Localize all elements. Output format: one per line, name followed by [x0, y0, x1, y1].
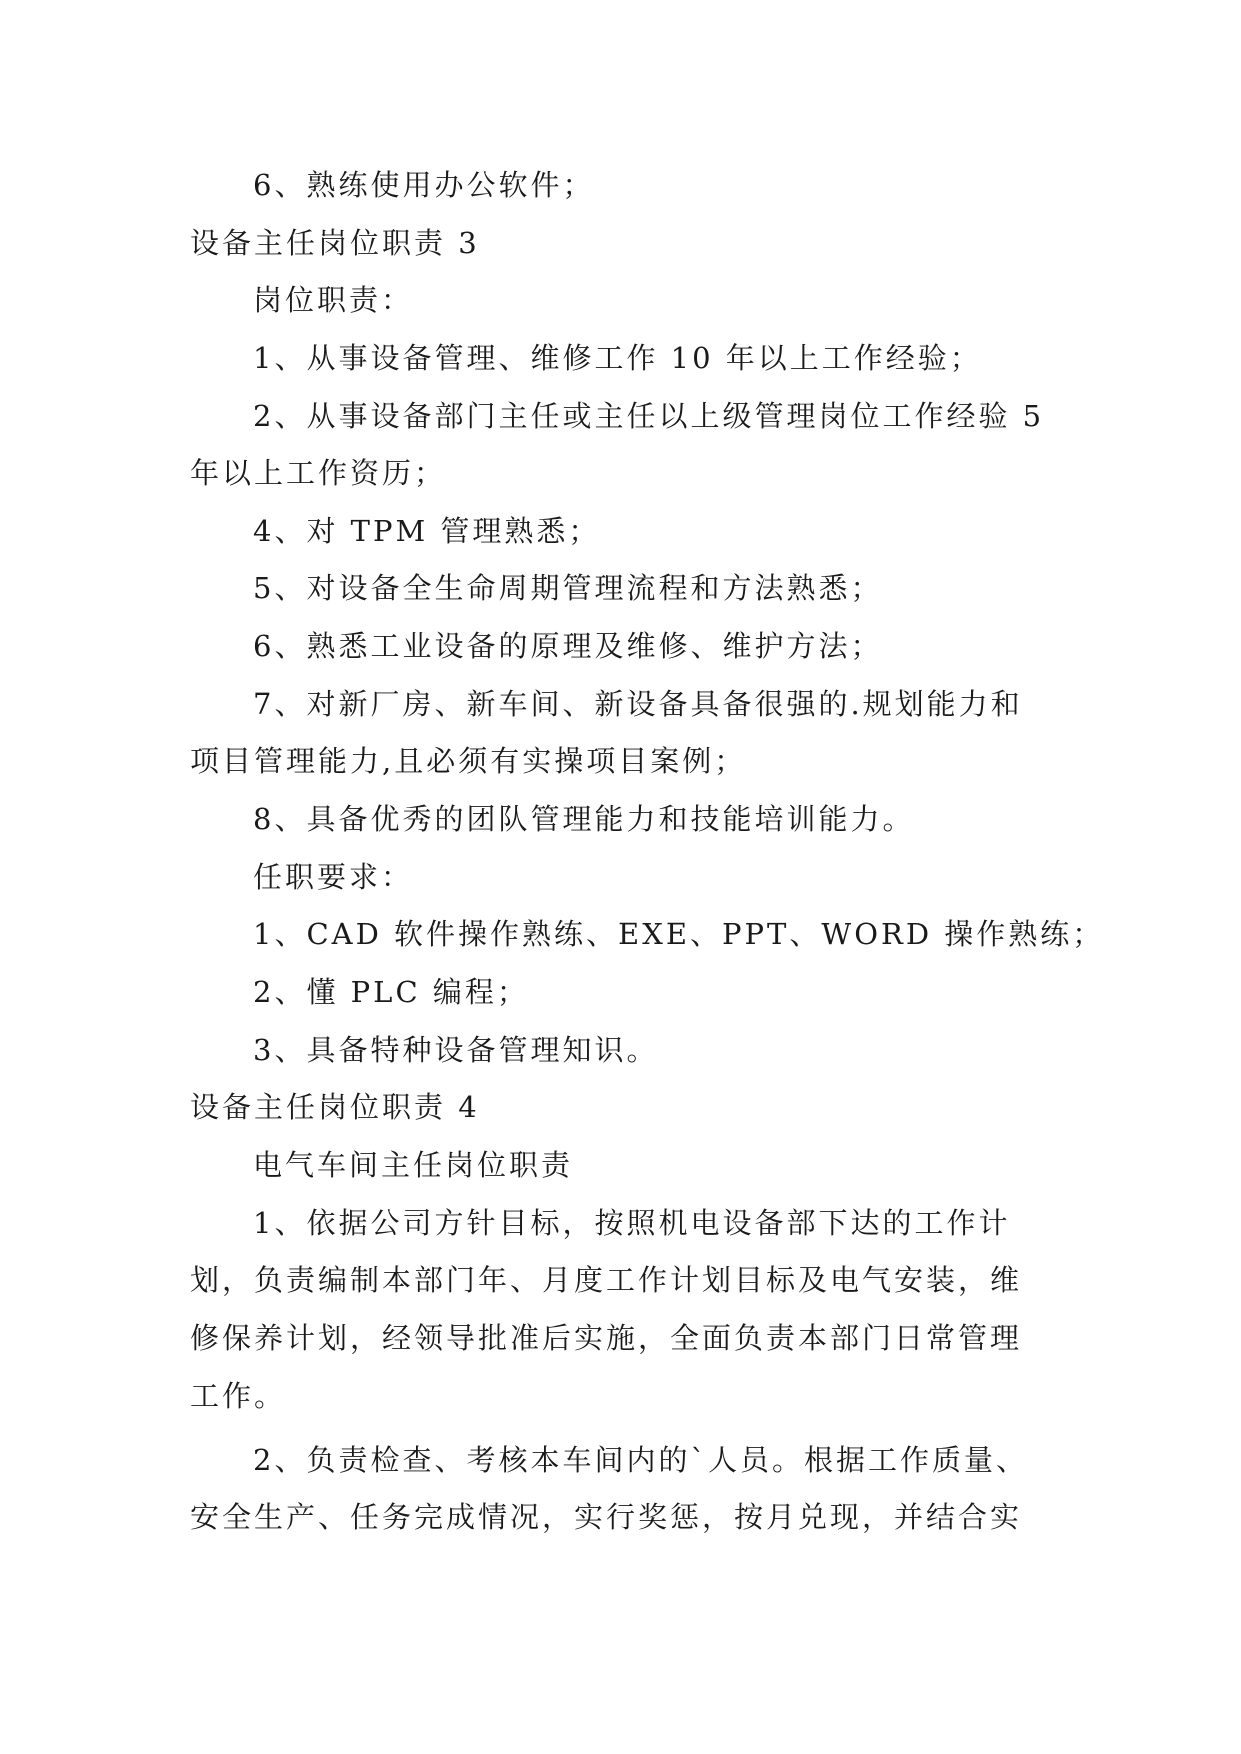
list-item: 2、从事设备部门主任或主任以上级管理岗位工作经验 5 — [253, 399, 1045, 433]
list-item: 7、对新厂房、新车间、新设备具备很强的.规划能力和 — [253, 687, 1023, 721]
list-item-continuation: 安全生产、任务完成情况，实行奖惩，按月兑现，并结合实 — [190, 1500, 1023, 1534]
list-item: 3、具备特种设备管理知识。 — [253, 1033, 659, 1067]
list-item-continuation: 年以上工作资历； — [190, 456, 447, 490]
list-item-continuation: 修保养计划，经领导批准后实施，全面负责本部门日常管理 — [190, 1321, 1023, 1355]
list-item-continuation: 工作。 — [190, 1379, 287, 1413]
section-heading: 设备主任岗位职责 3 — [190, 226, 480, 260]
subheading: 岗位职责： — [253, 283, 414, 317]
list-item: 2、负责检查、考核本车间内的`人员。根据工作质量、 — [253, 1443, 1028, 1477]
list-item: 1、依据公司方针目标，按照机电设备部下达的工作计 — [253, 1206, 1011, 1240]
list-item: 1、从事设备管理、维修工作 10 年以上工作经验； — [253, 341, 982, 375]
list-item: 1、CAD 软件操作熟练、EXE、PPT、WORD 操作熟练； — [253, 917, 1105, 951]
list-item: 2、懂 PLC 编程； — [253, 975, 529, 1009]
list-item-continuation: 划，负责编制本部门年、月度工作计划目标及电气安装，维 — [190, 1263, 1023, 1297]
subheading: 电气车间主任岗位职责 — [253, 1148, 574, 1182]
list-item: 6、熟练使用办公软件； — [253, 168, 595, 202]
list-item: 4、对 TPM 管理熟悉； — [253, 514, 601, 548]
list-item: 5、对设备全生命周期管理流程和方法熟悉； — [253, 571, 883, 605]
list-item: 6、熟悉工业设备的原理及维修、维护方法； — [253, 629, 883, 663]
subheading: 任职要求： — [253, 860, 414, 894]
list-item-continuation: 项目管理能力,且必须有实操项目案例； — [190, 744, 747, 778]
section-heading: 设备主任岗位职责 4 — [190, 1090, 480, 1124]
list-item: 8、具备优秀的团队管理能力和技能培训能力。 — [253, 802, 915, 836]
